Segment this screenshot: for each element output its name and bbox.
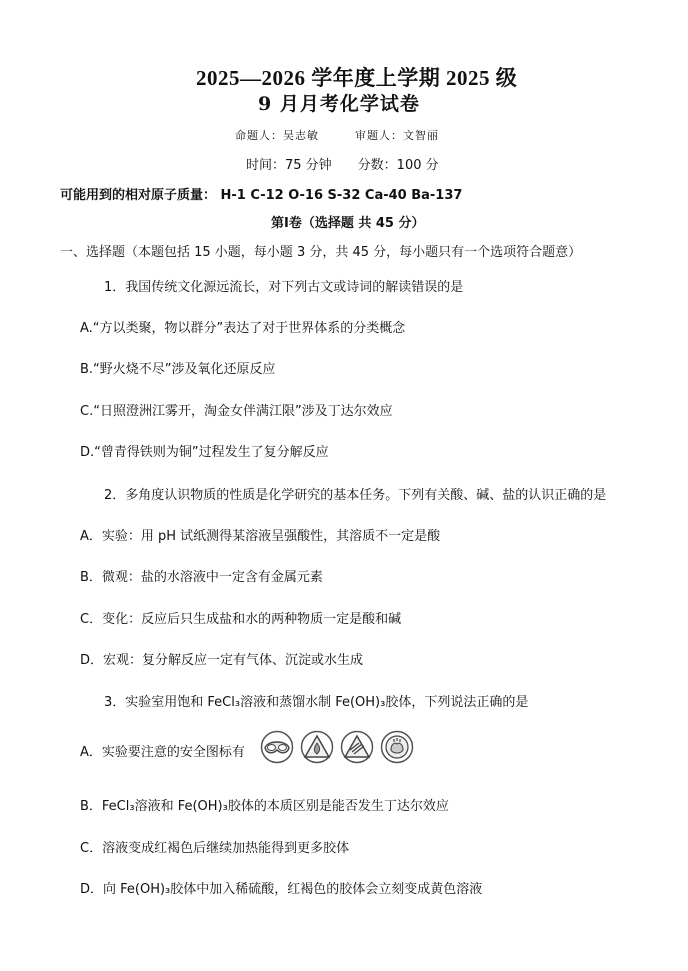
question-1-stem: 1．我国传统文化源远流长，对下列古文或诗词的解读错误的是 [104, 280, 464, 295]
question-2-option-d: D．宏观：复分解反应一定有气体、沉淀或水生成 [80, 653, 364, 668]
hot-surface-warning-icon [340, 730, 374, 764]
question-3-option-c: C．溶液变成红褐色后继续加热能得到更多胶体 [80, 841, 350, 856]
time-score-line: 时间：75 分钟 分数：100 分 [246, 158, 439, 173]
question-3-option-a: A．实验要注意的安全图标有 [80, 745, 245, 760]
page-title: 2025—2026 学年度上学期 2025 级 [196, 66, 518, 90]
question-2-option-a: A．实验：用 pH 试纸测得某溶液呈强酸性，其溶质不一定是酸 [80, 529, 441, 544]
question-1-option-d: D.“曾青得铁则为铜”过程发生了复分解反应 [80, 445, 329, 460]
question-1-option-b: B.“野火烧不尽”涉及氧化还原反应 [80, 362, 276, 377]
section-heading: 一、选择题（本题包括 15 小题，每小题 3 分，共 45 分，每小题只有一个选项符合题意） [60, 245, 582, 260]
section-title: 第Ⅰ卷（选择题 共 45 分） [271, 216, 425, 231]
authors-line: 命题人：吴志敏 审题人：文智丽 [235, 129, 439, 142]
question-2-option-c: C．变化：反应后只生成盐和水的两种物质一定是酸和碱 [80, 612, 402, 627]
question-3-stem: 3．实验室用饱和 FeCl₃溶液和蒸馏水制 Fe(OH)₃胶体，下列说法正确的是 [104, 695, 529, 710]
question-1-option-a: A.“方以类聚，物以群分”表达了对于世界体系的分类概念 [80, 321, 406, 336]
question-3-option-b: B．FeCl₃溶液和 Fe(OH)₃胶体的本质区别是能否发生丁达尔效应 [80, 799, 449, 814]
question-3-option-d: D．向 Fe(OH)₃胶体中加入稀硫酸，红褐色的胶体会立刻变成黄色溶液 [80, 882, 483, 897]
goggles-icon [260, 730, 294, 764]
question-2-stem: 2．多角度认识物质的性质是化学研究的基本任务。下列有关酸、碱、盐的认识正确的是 [104, 488, 607, 503]
page-subtitle: 9 月月考化学试卷 [258, 93, 420, 115]
flame-warning-icon [300, 730, 334, 764]
question-2-option-b: B．微观：盐的水溶液中一定含有金属元素 [80, 570, 323, 585]
hand-wash-icon [380, 730, 414, 764]
atomic-masses-line: 可能用到的相对原子质量： H-1 C-12 O-16 S-32 Ca-40 Ba-137 [60, 188, 463, 203]
question-1-option-c: C.“日照澄洲江雾开，淘金女伴满江限”涉及丁达尔效应 [80, 404, 393, 419]
safety-icons [260, 730, 414, 764]
